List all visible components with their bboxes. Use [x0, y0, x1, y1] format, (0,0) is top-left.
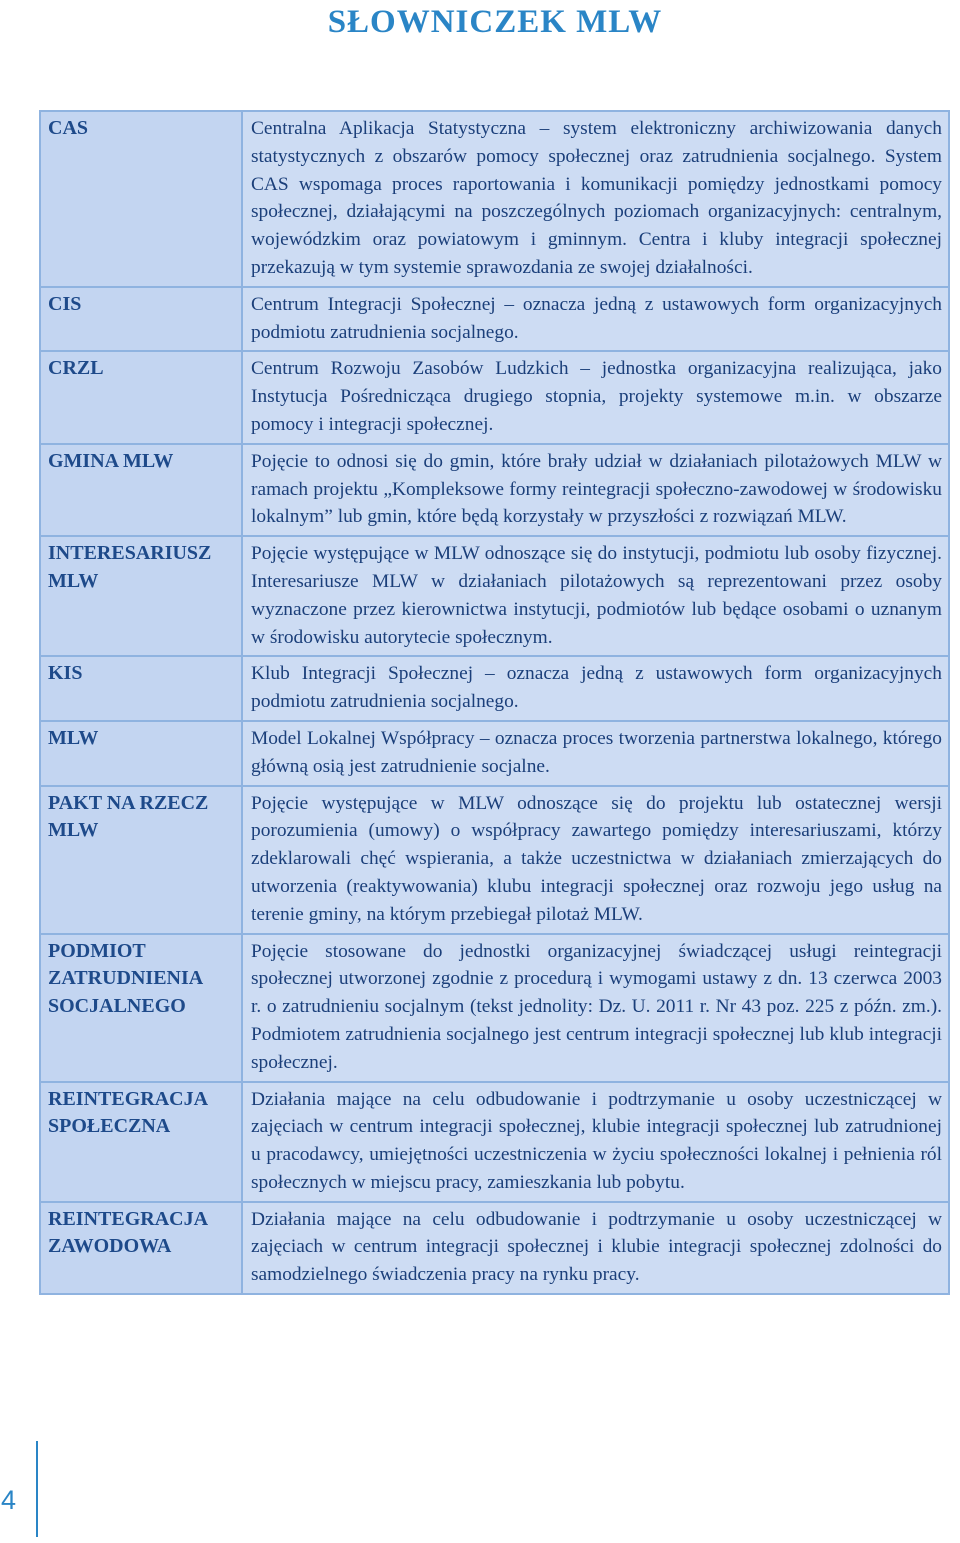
glossary-definition: Centrum Integracji Społecznej – oznacza jedną z ustawowych form organizacyjnych podmiotu zatrudnienia socjalnego. [242, 287, 949, 352]
table-row [40, 111, 949, 287]
glossary-definition: Pojęcie występujące w MLW odnoszące się do instytucji, podmiotu lub osoby fizycznej. Interesariusze MLW w działaniach pilotażowych są reprezentowani przez osoby wyznaczone przez kierownictwa instytucji, podmiotów lub będące osobami o uznanym w środowisku autorytecie społecznym. [242, 536, 949, 656]
glossary-definition: Centrum Rozwoju Zasobów Ludzkich – jednostka organizacyjna realizująca, jako Instytucja Pośrednicząca drugiego stopnia, projekty systemowe m.in. w obszarze pomocy i integracji społecznej. [242, 351, 949, 443]
glossary-definition: Działania mające na celu odbudowanie i podtrzymanie u osoby uczestniczącej w zajęciach w centrum integracji społecznej i klubie integracji społecznej zdolności do samodzielnego świadczenia pracy na rynku pracy. [242, 1202, 949, 1294]
glossary-definition: Centralna Aplikacja Statystyczna – system elektroniczny archiwizowania danych statystycznych z obszarów pomocy społecznej oraz zatrudnienia socjalnego. System CAS wspomaga proces raportowania i komunikacji pomiędzy jednostkami pomocy społecznej, działającymi na poszczególnych poziomach organizacyjnych: centralnym, wojewódzkim oraz powiatowym i gminnym. Centra i kluby integracji społecznej przekazują w tym systemie sprawozdania ze swojej działalności. [242, 111, 949, 287]
table-row [40, 1202, 949, 1294]
page-number: 4 [1, 1485, 17, 1515]
glossary-definition: Pojęcie stosowane do jednostki organizacyjnej świadczącej usługi reintegracji społecznej utworzonej zgodnie z procedurą i wymogami ustawy z dn. 13 czerwca 2003 r. o zatrudnieniu socjalnym (tekst jednolity: Dz. U. 2011 r. Nr 43 poz. 225 z późn. zm.). Podmiotem zatrudnienia socjalnego jest centrum integracji społecznej lub klub integracji społecznej. [242, 934, 949, 1082]
table-row [40, 786, 949, 934]
glossary-definition: Pojęcie to odnosi się do gmin, które brały udział w działaniach pilotażowych MLW w ramach projektu „Kompleksowe formy reintegracji społeczno-zawodowej w środowisku lokalnym” lub gmin, które będą korzystały w przyszłości z rozwiązań MLW. [242, 444, 949, 536]
glossary-term: CIS [40, 287, 242, 352]
page-title: SŁOWNICZEK MLW [327, 4, 663, 40]
table-row [40, 287, 949, 352]
glossary-definition: Model Lokalnej Współpracy – oznacza proces tworzenia partnerstwa lokalnego, którego główną osią jest zatrudnienie socjalne. [242, 721, 949, 786]
glossary-term: CAS [40, 111, 242, 287]
glossary-term: MLW [40, 721, 242, 786]
table-row [40, 351, 949, 443]
glossary-term: REINTEGRACJA ZAWODOWA [40, 1202, 242, 1294]
glossary-term: CRZL [40, 351, 242, 443]
table-row [40, 1082, 949, 1202]
table-row [40, 536, 949, 656]
glossary-definition: Działania mające na celu odbudowanie i podtrzymanie u osoby uczestniczącej w zajęciach w centrum integracji społecznej, klubie integracji społecznej lub zatrudnionej u pracodawcy, umiejętności uczestniczenia w życiu społeczności lokalnej i pełnienia ról społecznych w miejscu pracy, zamieszkania lub pobytu. [242, 1082, 949, 1202]
glossary-definition: Klub Integracji Społecznej – oznacza jedną z ustawowych form organizacyjnych podmiotu zatrudnienia socjalnego. [242, 656, 949, 721]
glossary-term: INTERESARIUSZ MLW [40, 536, 242, 656]
glossary-term: GMINA MLW [40, 444, 242, 536]
glossary-term: PODMIOT ZATRUDNIENIA SOCJALNEGO [40, 934, 242, 1082]
glossary-table [39, 110, 950, 1295]
glossary-term: PAKT NA RZECZ MLW [40, 786, 242, 934]
table-row [40, 721, 949, 786]
glossary-term: KIS [40, 656, 242, 721]
glossary-definition: Pojęcie występujące w MLW odnoszące się do projektu lub ostatecznej wersji porozumienia (umowy) o współpracy zawartego pomiędzy interesariuszami, którzy zdeklarowali chęć wspierania, a także uczestnictwa w działaniach zmierzających do utworzenia (reaktywowania) klubu integracji społecznej oraz rozwoju jego usług na terenie gminy, na którym przebiegał pilotaż MLW. [242, 786, 949, 934]
table-row [40, 934, 949, 1082]
page-number-rule [36, 1441, 38, 1537]
table-row [40, 444, 949, 536]
glossary-term: REINTEGRACJA SPOŁECZNA [40, 1082, 242, 1202]
table-row [40, 656, 949, 721]
